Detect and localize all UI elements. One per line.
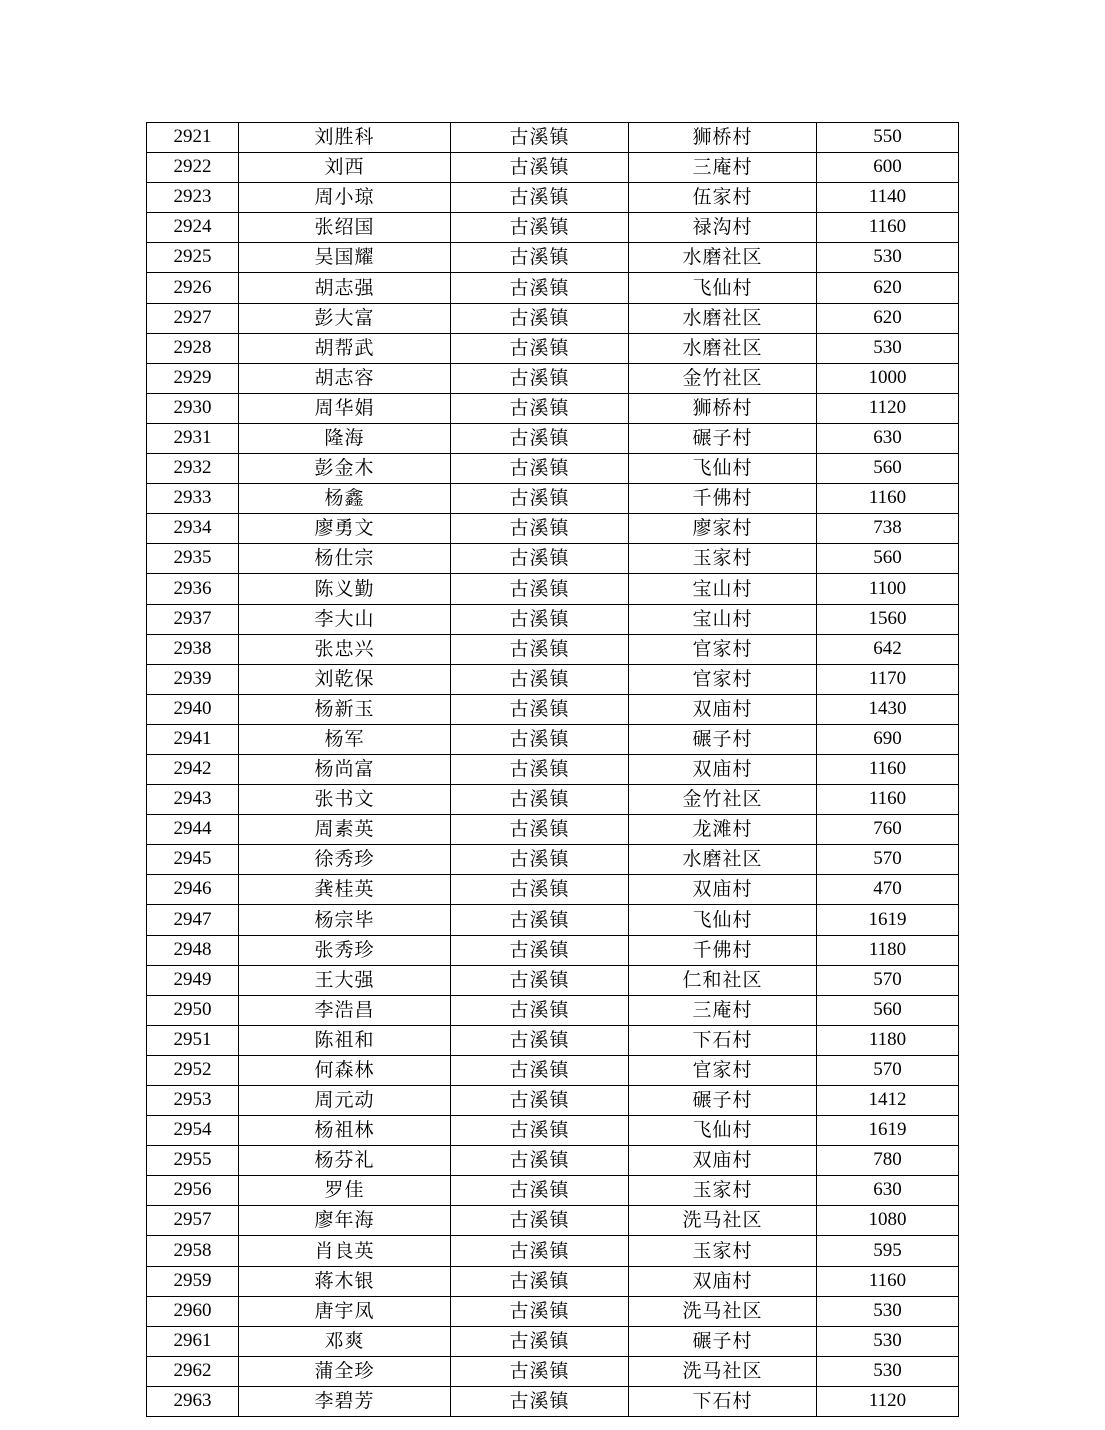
cell-town: 古溪镇 xyxy=(451,905,629,935)
table-row xyxy=(147,1236,959,1266)
cell-name: 张忠兴 xyxy=(239,634,451,664)
cell-village: 洗马社区 xyxy=(629,1296,817,1326)
cell-amount: 470 xyxy=(817,875,959,905)
cell-name: 胡志容 xyxy=(239,363,451,393)
cell-id: 2936 xyxy=(147,574,239,604)
cell-id: 2925 xyxy=(147,243,239,273)
table-row xyxy=(147,604,959,634)
cell-name: 吴国耀 xyxy=(239,243,451,273)
cell-town: 古溪镇 xyxy=(451,1055,629,1085)
cell-amount: 1160 xyxy=(817,1266,959,1296)
cell-id: 2927 xyxy=(147,303,239,333)
cell-town: 古溪镇 xyxy=(451,544,629,574)
cell-village: 宝山村 xyxy=(629,604,817,634)
table-row xyxy=(147,1266,959,1296)
cell-id: 2935 xyxy=(147,544,239,574)
cell-amount: 1140 xyxy=(817,183,959,213)
cell-name: 杨军 xyxy=(239,724,451,754)
table-row xyxy=(147,1386,959,1416)
cell-amount: 630 xyxy=(817,423,959,453)
cell-village: 玉家村 xyxy=(629,1236,817,1266)
table-row xyxy=(147,1356,959,1386)
cell-amount: 1430 xyxy=(817,694,959,724)
table-row xyxy=(147,123,959,153)
cell-village: 官家村 xyxy=(629,634,817,664)
table-row xyxy=(147,273,959,303)
cell-id: 2923 xyxy=(147,183,239,213)
cell-name: 何森林 xyxy=(239,1055,451,1085)
cell-amount: 1160 xyxy=(817,484,959,514)
cell-amount: 600 xyxy=(817,153,959,183)
cell-village: 飞仙村 xyxy=(629,1116,817,1146)
table-row xyxy=(147,484,959,514)
cell-amount: 738 xyxy=(817,514,959,544)
cell-town: 古溪镇 xyxy=(451,604,629,634)
cell-name: 杨尚富 xyxy=(239,754,451,784)
cell-village: 狮桥村 xyxy=(629,393,817,423)
table-row xyxy=(147,514,959,544)
cell-village: 水磨社区 xyxy=(629,333,817,363)
cell-name: 杨宗毕 xyxy=(239,905,451,935)
cell-amount: 530 xyxy=(817,333,959,363)
table-body xyxy=(147,123,959,1417)
table-row xyxy=(147,664,959,694)
table-row xyxy=(147,875,959,905)
cell-village: 狮桥村 xyxy=(629,123,817,153)
cell-id: 2924 xyxy=(147,213,239,243)
cell-village: 下石村 xyxy=(629,1025,817,1055)
cell-amount: 1160 xyxy=(817,785,959,815)
cell-id: 2931 xyxy=(147,423,239,453)
table-row xyxy=(147,1206,959,1236)
cell-town: 古溪镇 xyxy=(451,995,629,1025)
table-row xyxy=(147,965,959,995)
cell-village: 三庵村 xyxy=(629,995,817,1025)
cell-id: 2963 xyxy=(147,1386,239,1416)
cell-id: 2940 xyxy=(147,694,239,724)
cell-id: 2959 xyxy=(147,1266,239,1296)
cell-id: 2938 xyxy=(147,634,239,664)
cell-village: 碾子村 xyxy=(629,1086,817,1116)
cell-id: 2926 xyxy=(147,273,239,303)
table-row xyxy=(147,1116,959,1146)
cell-village: 双庙村 xyxy=(629,754,817,784)
table-row xyxy=(147,1146,959,1176)
cell-amount: 620 xyxy=(817,303,959,333)
cell-town: 古溪镇 xyxy=(451,1176,629,1206)
cell-amount: 560 xyxy=(817,454,959,484)
cell-id: 2950 xyxy=(147,995,239,1025)
cell-id: 2960 xyxy=(147,1296,239,1326)
cell-village: 双庙村 xyxy=(629,875,817,905)
cell-village: 玉家村 xyxy=(629,544,817,574)
cell-id: 2933 xyxy=(147,484,239,514)
cell-village: 水磨社区 xyxy=(629,243,817,273)
table-row xyxy=(147,574,959,604)
cell-amount: 1000 xyxy=(817,363,959,393)
cell-village: 官家村 xyxy=(629,1055,817,1085)
cell-town: 古溪镇 xyxy=(451,1086,629,1116)
cell-town: 古溪镇 xyxy=(451,754,629,784)
cell-id: 2922 xyxy=(147,153,239,183)
cell-name: 张绍国 xyxy=(239,213,451,243)
cell-town: 古溪镇 xyxy=(451,845,629,875)
cell-amount: 550 xyxy=(817,123,959,153)
cell-name: 陈祖和 xyxy=(239,1025,451,1055)
cell-town: 古溪镇 xyxy=(451,664,629,694)
cell-id: 2939 xyxy=(147,664,239,694)
table-row xyxy=(147,935,959,965)
cell-id: 2921 xyxy=(147,123,239,153)
cell-amount: 760 xyxy=(817,815,959,845)
cell-town: 古溪镇 xyxy=(451,183,629,213)
cell-town: 古溪镇 xyxy=(451,123,629,153)
cell-village: 千佛村 xyxy=(629,484,817,514)
table-row xyxy=(147,845,959,875)
cell-name: 徐秀珍 xyxy=(239,845,451,875)
cell-name: 杨芬礼 xyxy=(239,1146,451,1176)
cell-id: 2947 xyxy=(147,905,239,935)
cell-town: 古溪镇 xyxy=(451,1326,629,1356)
cell-name: 陈义勤 xyxy=(239,574,451,604)
cell-town: 古溪镇 xyxy=(451,1296,629,1326)
cell-amount: 595 xyxy=(817,1236,959,1266)
cell-id: 2956 xyxy=(147,1176,239,1206)
cell-id: 2948 xyxy=(147,935,239,965)
table-row xyxy=(147,995,959,1025)
table-row xyxy=(147,423,959,453)
cell-name: 蒋木银 xyxy=(239,1266,451,1296)
cell-town: 古溪镇 xyxy=(451,243,629,273)
cell-name: 龚桂英 xyxy=(239,875,451,905)
cell-town: 古溪镇 xyxy=(451,1386,629,1416)
cell-town: 古溪镇 xyxy=(451,213,629,243)
cell-name: 李浩昌 xyxy=(239,995,451,1025)
cell-name: 周华娟 xyxy=(239,393,451,423)
cell-amount: 1120 xyxy=(817,1386,959,1416)
cell-village: 宝山村 xyxy=(629,574,817,604)
cell-town: 古溪镇 xyxy=(451,875,629,905)
cell-id: 2952 xyxy=(147,1055,239,1085)
cell-id: 2957 xyxy=(147,1206,239,1236)
cell-town: 古溪镇 xyxy=(451,634,629,664)
table-row xyxy=(147,1055,959,1085)
cell-village: 碾子村 xyxy=(629,1326,817,1356)
table-row xyxy=(147,1025,959,1055)
cell-name: 周小琼 xyxy=(239,183,451,213)
cell-town: 古溪镇 xyxy=(451,694,629,724)
cell-town: 古溪镇 xyxy=(451,1116,629,1146)
cell-town: 古溪镇 xyxy=(451,1356,629,1386)
cell-name: 刘西 xyxy=(239,153,451,183)
cell-amount: 1080 xyxy=(817,1206,959,1236)
cell-id: 2932 xyxy=(147,454,239,484)
cell-amount: 642 xyxy=(817,634,959,664)
cell-name: 胡志强 xyxy=(239,273,451,303)
cell-id: 2942 xyxy=(147,754,239,784)
cell-id: 2941 xyxy=(147,724,239,754)
table-row xyxy=(147,393,959,423)
cell-amount: 1412 xyxy=(817,1086,959,1116)
cell-village: 双庙村 xyxy=(629,694,817,724)
cell-town: 古溪镇 xyxy=(451,273,629,303)
cell-amount: 620 xyxy=(817,273,959,303)
cell-village: 碾子村 xyxy=(629,724,817,754)
cell-village: 千佛村 xyxy=(629,935,817,965)
cell-village: 双庙村 xyxy=(629,1146,817,1176)
cell-id: 2928 xyxy=(147,333,239,363)
cell-name: 刘胜科 xyxy=(239,123,451,153)
cell-town: 古溪镇 xyxy=(451,724,629,754)
cell-town: 古溪镇 xyxy=(451,574,629,604)
cell-name: 张书文 xyxy=(239,785,451,815)
table-row xyxy=(147,454,959,484)
cell-id: 2951 xyxy=(147,1025,239,1055)
cell-amount: 1160 xyxy=(817,213,959,243)
cell-amount: 560 xyxy=(817,995,959,1025)
cell-name: 李碧芳 xyxy=(239,1386,451,1416)
cell-id: 2945 xyxy=(147,845,239,875)
cell-village: 廖家村 xyxy=(629,514,817,544)
cell-amount: 1180 xyxy=(817,1025,959,1055)
cell-name: 王大强 xyxy=(239,965,451,995)
table-row xyxy=(147,363,959,393)
cell-amount: 570 xyxy=(817,845,959,875)
table-row xyxy=(147,1176,959,1206)
cell-town: 古溪镇 xyxy=(451,153,629,183)
cell-village: 仁和社区 xyxy=(629,965,817,995)
cell-town: 古溪镇 xyxy=(451,303,629,333)
cell-village: 双庙村 xyxy=(629,1266,817,1296)
cell-id: 2943 xyxy=(147,785,239,815)
cell-village: 水磨社区 xyxy=(629,845,817,875)
table-row xyxy=(147,303,959,333)
table-row xyxy=(147,544,959,574)
cell-village: 碾子村 xyxy=(629,423,817,453)
cell-town: 古溪镇 xyxy=(451,1206,629,1236)
table-row xyxy=(147,213,959,243)
cell-amount: 1100 xyxy=(817,574,959,604)
table-row xyxy=(147,1086,959,1116)
cell-id: 2934 xyxy=(147,514,239,544)
cell-id: 2961 xyxy=(147,1326,239,1356)
cell-name: 彭大富 xyxy=(239,303,451,333)
cell-town: 古溪镇 xyxy=(451,965,629,995)
table-row xyxy=(147,183,959,213)
cell-village: 金竹社区 xyxy=(629,363,817,393)
cell-amount: 630 xyxy=(817,1176,959,1206)
table-row xyxy=(147,815,959,845)
table-row xyxy=(147,754,959,784)
cell-amount: 1180 xyxy=(817,935,959,965)
cell-amount: 1560 xyxy=(817,604,959,634)
cell-name: 邓爽 xyxy=(239,1326,451,1356)
cell-amount: 780 xyxy=(817,1146,959,1176)
cell-name: 刘乾保 xyxy=(239,664,451,694)
cell-town: 古溪镇 xyxy=(451,393,629,423)
cell-town: 古溪镇 xyxy=(451,785,629,815)
cell-id: 2929 xyxy=(147,363,239,393)
table-row xyxy=(147,333,959,363)
cell-amount: 530 xyxy=(817,1326,959,1356)
cell-name: 唐宇凤 xyxy=(239,1296,451,1326)
cell-town: 古溪镇 xyxy=(451,333,629,363)
cell-amount: 560 xyxy=(817,544,959,574)
cell-amount: 1160 xyxy=(817,754,959,784)
cell-id: 2953 xyxy=(147,1086,239,1116)
cell-name: 彭金木 xyxy=(239,454,451,484)
cell-id: 2930 xyxy=(147,393,239,423)
cell-town: 古溪镇 xyxy=(451,935,629,965)
cell-id: 2954 xyxy=(147,1116,239,1146)
cell-amount: 570 xyxy=(817,965,959,995)
cell-id: 2946 xyxy=(147,875,239,905)
table-row xyxy=(147,785,959,815)
cell-name: 杨仕宗 xyxy=(239,544,451,574)
table-row xyxy=(147,153,959,183)
cell-town: 古溪镇 xyxy=(451,484,629,514)
cell-village: 伍家村 xyxy=(629,183,817,213)
cell-village: 金竹社区 xyxy=(629,785,817,815)
cell-name: 肖良英 xyxy=(239,1236,451,1266)
cell-name: 杨新玉 xyxy=(239,694,451,724)
cell-name: 罗佳 xyxy=(239,1176,451,1206)
cell-village: 洗马社区 xyxy=(629,1206,817,1236)
cell-amount: 1170 xyxy=(817,664,959,694)
cell-amount: 1120 xyxy=(817,393,959,423)
cell-name: 李大山 xyxy=(239,604,451,634)
cell-id: 2949 xyxy=(147,965,239,995)
table-row xyxy=(147,905,959,935)
cell-village: 洗马社区 xyxy=(629,1356,817,1386)
cell-amount: 570 xyxy=(817,1055,959,1085)
table-row xyxy=(147,724,959,754)
cell-name: 隆海 xyxy=(239,423,451,453)
cell-village: 禄沟村 xyxy=(629,213,817,243)
cell-village: 龙滩村 xyxy=(629,815,817,845)
cell-village: 官家村 xyxy=(629,664,817,694)
cell-town: 古溪镇 xyxy=(451,815,629,845)
cell-town: 古溪镇 xyxy=(451,514,629,544)
cell-town: 古溪镇 xyxy=(451,1025,629,1055)
cell-id: 2958 xyxy=(147,1236,239,1266)
cell-id: 2937 xyxy=(147,604,239,634)
table-row xyxy=(147,243,959,273)
cell-village: 飞仙村 xyxy=(629,273,817,303)
records-table xyxy=(146,122,959,1417)
cell-amount: 1619 xyxy=(817,1116,959,1146)
cell-name: 杨祖林 xyxy=(239,1116,451,1146)
cell-name: 廖年海 xyxy=(239,1206,451,1236)
cell-name: 周元动 xyxy=(239,1086,451,1116)
cell-town: 古溪镇 xyxy=(451,1236,629,1266)
cell-id: 2944 xyxy=(147,815,239,845)
cell-village: 玉家村 xyxy=(629,1176,817,1206)
cell-town: 古溪镇 xyxy=(451,363,629,393)
cell-amount: 690 xyxy=(817,724,959,754)
table-row xyxy=(147,694,959,724)
cell-id: 2962 xyxy=(147,1356,239,1386)
cell-amount: 530 xyxy=(817,1296,959,1326)
cell-amount: 530 xyxy=(817,243,959,273)
table-row xyxy=(147,634,959,664)
cell-town: 古溪镇 xyxy=(451,454,629,484)
cell-name: 廖勇文 xyxy=(239,514,451,544)
cell-village: 三庵村 xyxy=(629,153,817,183)
cell-amount: 530 xyxy=(817,1356,959,1386)
cell-town: 古溪镇 xyxy=(451,1266,629,1296)
cell-village: 飞仙村 xyxy=(629,905,817,935)
cell-name: 杨鑫 xyxy=(239,484,451,514)
table-row xyxy=(147,1296,959,1326)
cell-town: 古溪镇 xyxy=(451,1146,629,1176)
cell-name: 张秀珍 xyxy=(239,935,451,965)
cell-village: 下石村 xyxy=(629,1386,817,1416)
cell-name: 周素英 xyxy=(239,815,451,845)
cell-amount: 1619 xyxy=(817,905,959,935)
cell-town: 古溪镇 xyxy=(451,423,629,453)
cell-name: 蒲全珍 xyxy=(239,1356,451,1386)
cell-name: 胡帮武 xyxy=(239,333,451,363)
table-row xyxy=(147,1326,959,1356)
cell-id: 2955 xyxy=(147,1146,239,1176)
cell-village: 水磨社区 xyxy=(629,303,817,333)
cell-village: 飞仙村 xyxy=(629,454,817,484)
